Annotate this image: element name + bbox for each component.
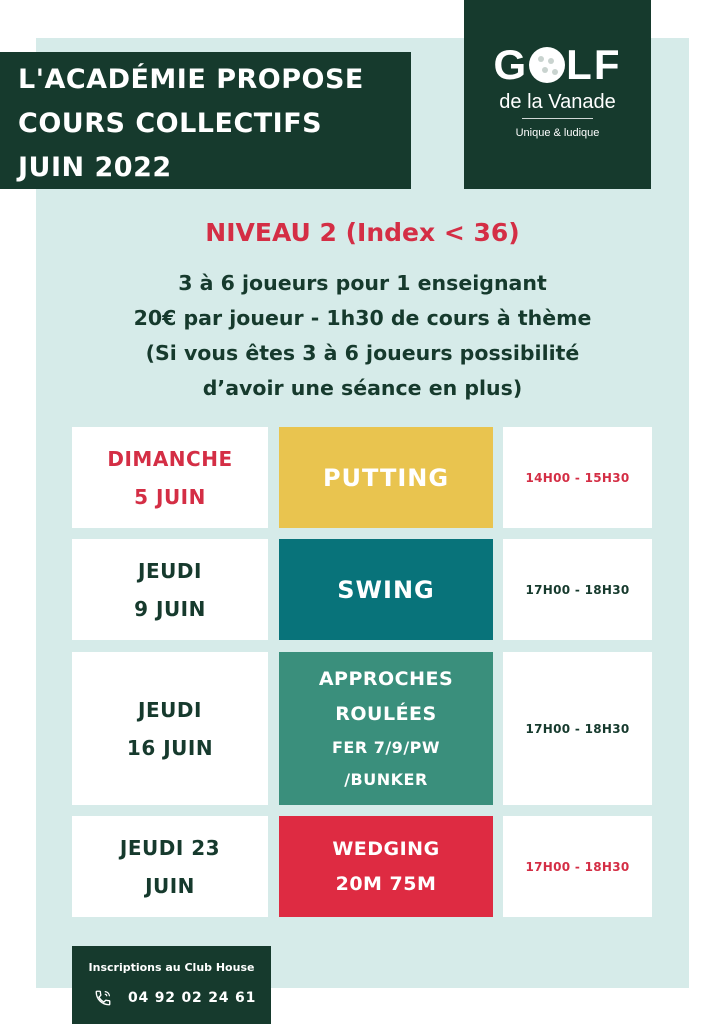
registration-footer [72,946,271,1024]
session-topic-line: SWING [337,575,435,604]
session-date-line: DIMANCHE [107,446,233,471]
logo-letters-lf: LF [566,41,622,88]
phone-contact[interactable] [94,989,256,1007]
session-date-line: JEUDI [138,558,202,583]
session-date-line: 5 JUIN [134,484,206,509]
session-date-line: 16 JUIN [126,735,214,760]
info-line-4: d’avoir une séance en plus) [202,376,523,400]
session-date-line: 9 JUIN [134,596,206,621]
logo-divider [522,118,593,119]
session-topic-line: ROULÉES [335,702,437,725]
info-line-3: (Si vous êtes 3 à 6 joueurs possibilité [145,341,580,365]
session-topic [279,539,493,640]
session-topic-line: 20M 75M [335,872,437,895]
session-date [72,427,268,528]
golf-ball-icon [529,47,565,83]
title-line-2: COURS COLLECTIFS [18,108,323,139]
session-topic [279,652,493,805]
session-date-line: JUIN [145,873,195,898]
level-heading: NIVEAU 2 (Index < 36) [205,218,520,247]
session-time: 17H00 - 18H30 [503,652,652,805]
title-line-3: JUIN 2022 [18,152,172,183]
title-line-1: L'ACADÉMIE PROPOSE [18,64,364,95]
session-topic-line: APPROCHES [318,667,454,690]
logo-wordmark [464,42,651,88]
session-topic [279,816,493,917]
session-date [72,816,268,917]
info-line-1: 3 à 6 joueurs pour 1 enseignant [178,271,547,295]
session-row-2 [72,539,652,640]
session-date-line: JEUDI [138,697,202,722]
info-line-2: 20€ par joueur - 1h30 de cours à thème [133,306,592,330]
session-topic-line: FER 7/9/PW [331,737,441,757]
phone-number: 04 92 02 24 61 [128,990,257,1006]
logo-tagline: Unique & ludique [515,127,600,139]
session-time: 17H00 - 18H30 [503,816,652,917]
phone-icon [94,989,112,1007]
session-topic-line: WEDGING [332,837,440,860]
session-time: 14H00 - 15H30 [503,427,652,528]
title-banner [0,52,411,189]
logo-subtitle: de la Vanade [499,91,616,113]
session-date [72,539,268,640]
session-topic-line: /BUNKER [344,769,428,789]
session-date [72,652,268,805]
session-row-4 [72,816,652,917]
logo-letter-g: G [493,41,529,88]
session-date-line: JEUDI 23 [119,835,221,860]
session-row-1 [72,427,652,528]
session-topic-line: PUTTING [322,463,450,492]
course-info [36,266,689,406]
golf-logo [464,0,651,189]
session-time: 17H00 - 18H30 [503,539,652,640]
session-topic [279,427,493,528]
registration-title: Inscriptions au Club House [88,961,255,974]
session-row-3 [72,652,652,805]
